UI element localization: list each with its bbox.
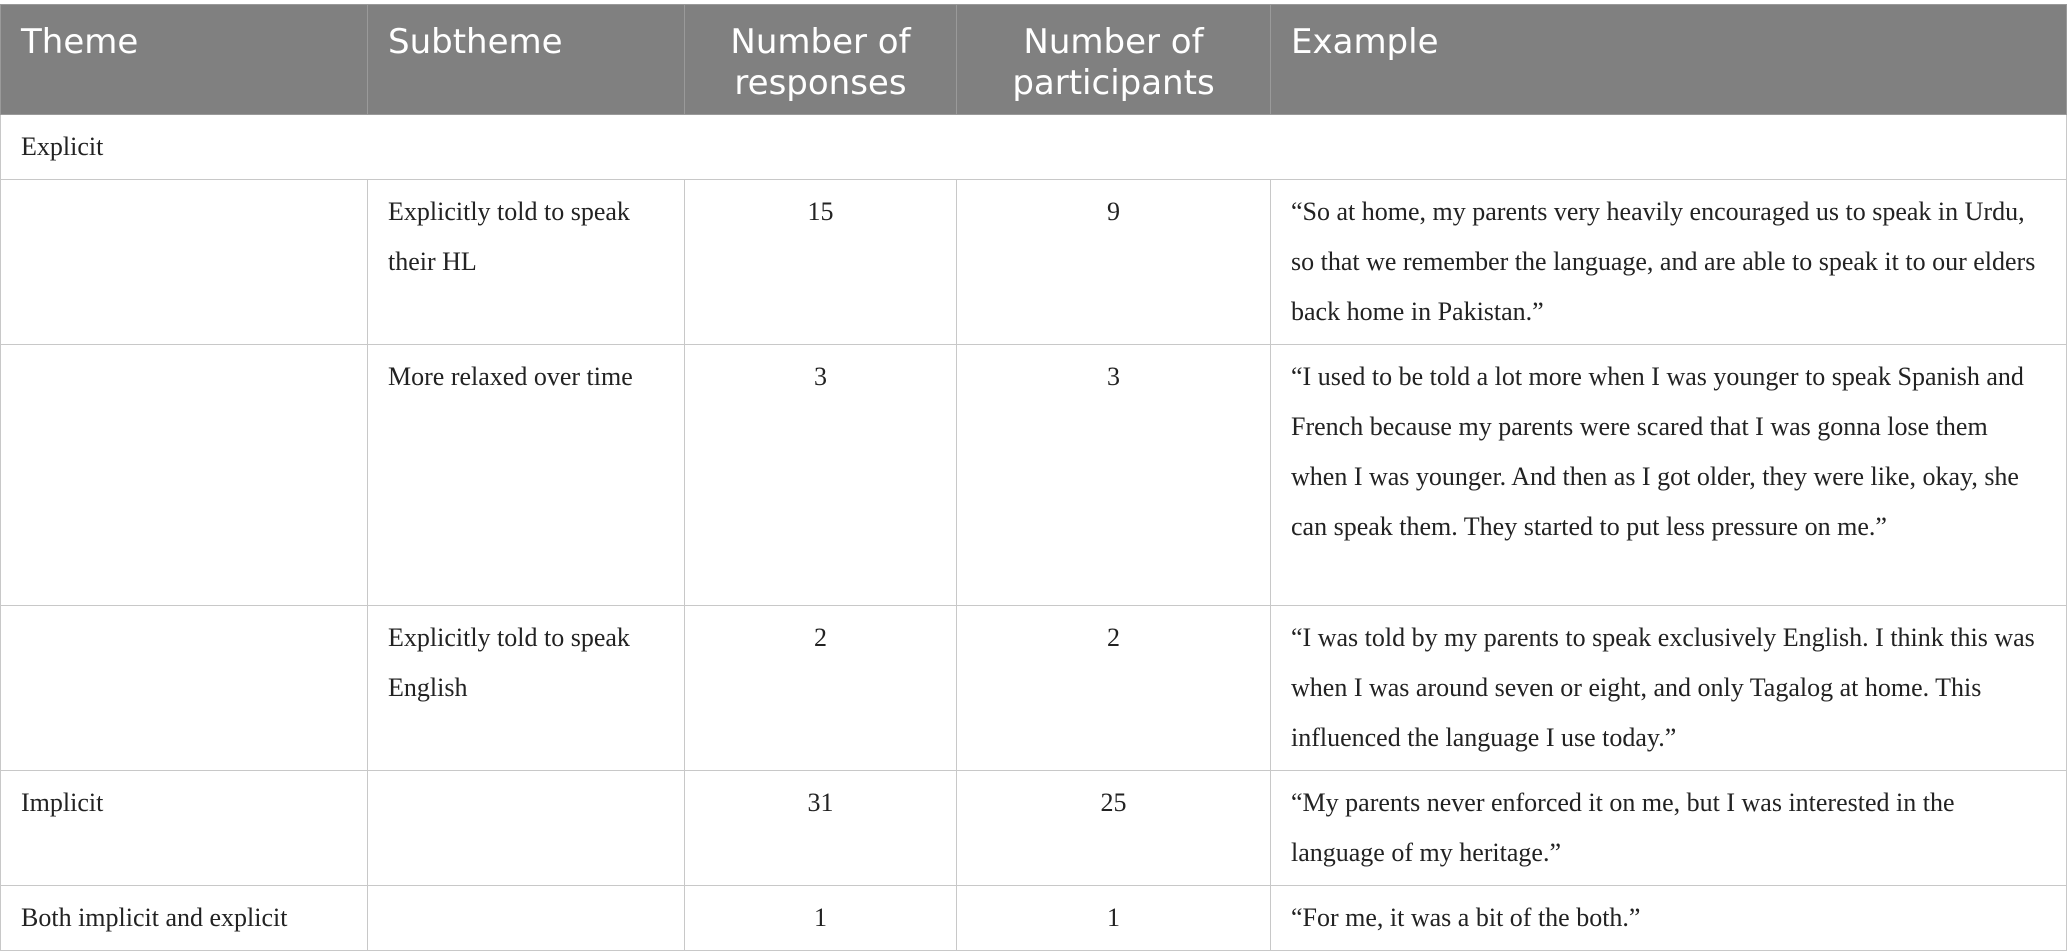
header-row — [1, 5, 2067, 115]
table-row — [1, 606, 2067, 771]
cell-example: “For me, it was a bit of the both.” — [1271, 886, 2067, 951]
section-label: Explicit — [1, 115, 2067, 180]
cell-subtheme: More relaxed over time — [368, 345, 685, 606]
cell-example: “I used to be told a lot more when I was younger to speak Spanish and French because my parents were scared that I was gonna lose them when I was younger. And then as I got older, they were like, okay, she can speak them. They started to put less pressure on me.” — [1271, 345, 2067, 606]
themes-table — [0, 4, 2067, 951]
cell-participants: 1 — [957, 886, 1271, 951]
table-row — [1, 886, 2067, 951]
cell-participants: 2 — [957, 606, 1271, 771]
cell-theme: Both implicit and explicit — [1, 886, 368, 951]
cell-responses: 1 — [685, 886, 957, 951]
cell-subtheme — [368, 771, 685, 886]
table-row — [1, 180, 2067, 345]
cell-responses: 3 — [685, 345, 957, 606]
cell-theme — [1, 345, 368, 606]
cell-theme: Implicit — [1, 771, 368, 886]
cell-example: “So at home, my parents very heavily encouraged us to speak in Urdu, so that we remember the language, and are able to speak it to our elders back home in Pakistan.” — [1271, 180, 2067, 345]
cell-participants: 3 — [957, 345, 1271, 606]
cell-subtheme: Explicitly told to speak their HL — [368, 180, 685, 345]
cell-theme — [1, 180, 368, 345]
header-example: Example — [1271, 5, 2067, 115]
header-theme: Theme — [1, 5, 368, 115]
cell-subtheme — [368, 886, 685, 951]
cell-example: “I was told by my parents to speak exclusively English. I think this was when I was around seven or eight, and only Tagalog at home. This influenced the language I use today.” — [1271, 606, 2067, 771]
table-row — [1, 771, 2067, 886]
cell-participants: 25 — [957, 771, 1271, 886]
cell-responses: 2 — [685, 606, 957, 771]
header-responses: Number of responses — [685, 5, 957, 115]
header-participants: Number of participants — [957, 5, 1271, 115]
cell-theme — [1, 606, 368, 771]
cell-example: “My parents never enforced it on me, but I was interested in the language of my heritage.” — [1271, 771, 2067, 886]
header-subtheme: Subtheme — [368, 5, 685, 115]
cell-participants: 9 — [957, 180, 1271, 345]
section-row-explicit — [1, 115, 2067, 180]
cell-subtheme: Explicitly told to speak English — [368, 606, 685, 771]
cell-responses: 31 — [685, 771, 957, 886]
cell-responses: 15 — [685, 180, 957, 345]
table-row — [1, 345, 2067, 606]
